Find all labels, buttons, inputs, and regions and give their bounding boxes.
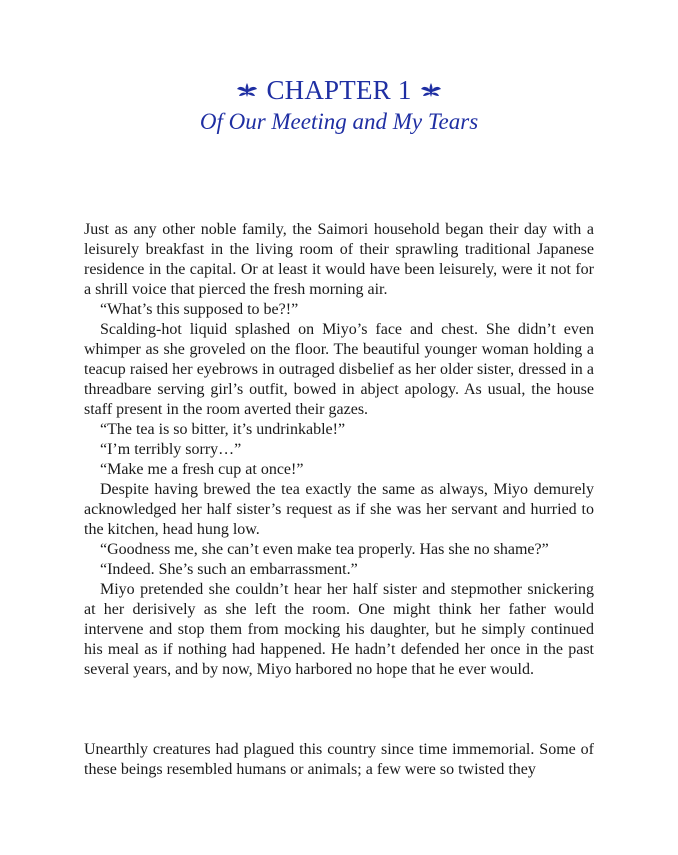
paragraph: “Goodness me, she can’t even make tea properly. Has she no shame?” — [100, 541, 549, 558]
section-1-body — [84, 220, 594, 680]
paragraph: “Indeed. She’s such an embarrassment.” — [100, 561, 358, 578]
paragraph: Scalding-hot liquid splashed on Miyo’s face and chest. She didn’t even whimper as she groveled on the floor. The beautiful younger woman holding a teacup raised her eyebrows in outraged disbelief as her older sister, dressed in a threadbare serving girl’s outfit, bowed in abject apology. As usual, the house staff present in the room averted their gazes. — [84, 321, 594, 418]
paragraph: Miyo pretended she couldn’t hear her half sister and stepmother snickering at her derisively as she left the room. One might think her father would intervene and stop them from mocking his daughter, but he simply continued his meal as if nothing had happened. He hadn’t defended her once in the past several years, and by now, Miyo harbored no hope that he ever would. — [84, 581, 594, 678]
paragraph: Unearthly creatures had plagued this country since time immemorial. Some of these beings resembled humans or animals; a few were so twisted they — [84, 741, 594, 778]
chapter-heading — [0, 74, 678, 136]
paragraph: “What’s this supposed to be?!” — [100, 301, 299, 318]
paragraph: Despite having brewed the tea exactly the same as always, Miyo demurely acknowledged her half sister’s request as if she was her servant and hurried to the kitchen, head hung low. — [84, 481, 594, 538]
paragraph: Just as any other noble family, the Saimori household began their day with a leisurely breakfast in the living room of their sprawling traditional Japanese residence in the capital. Or at least it would have been leisurely, were it not for a shrill voice that pierced the fresh morning air. — [84, 221, 594, 298]
fleuron-icon — [420, 81, 442, 99]
paragraph: “I’m terribly sorry…” — [100, 441, 242, 458]
fleuron-icon — [236, 81, 258, 99]
chapter-title: CHAPTER 1 — [266, 75, 412, 105]
chapter-title-row — [236, 74, 441, 106]
paragraph: “Make me a fresh cup at once!” — [100, 461, 304, 478]
paragraph: “The tea is so bitter, it’s undrinkable!” — [100, 421, 346, 438]
chapter-subtitle: Of Our Meeting and My Tears — [199, 109, 479, 134]
section-2-body — [84, 740, 594, 780]
